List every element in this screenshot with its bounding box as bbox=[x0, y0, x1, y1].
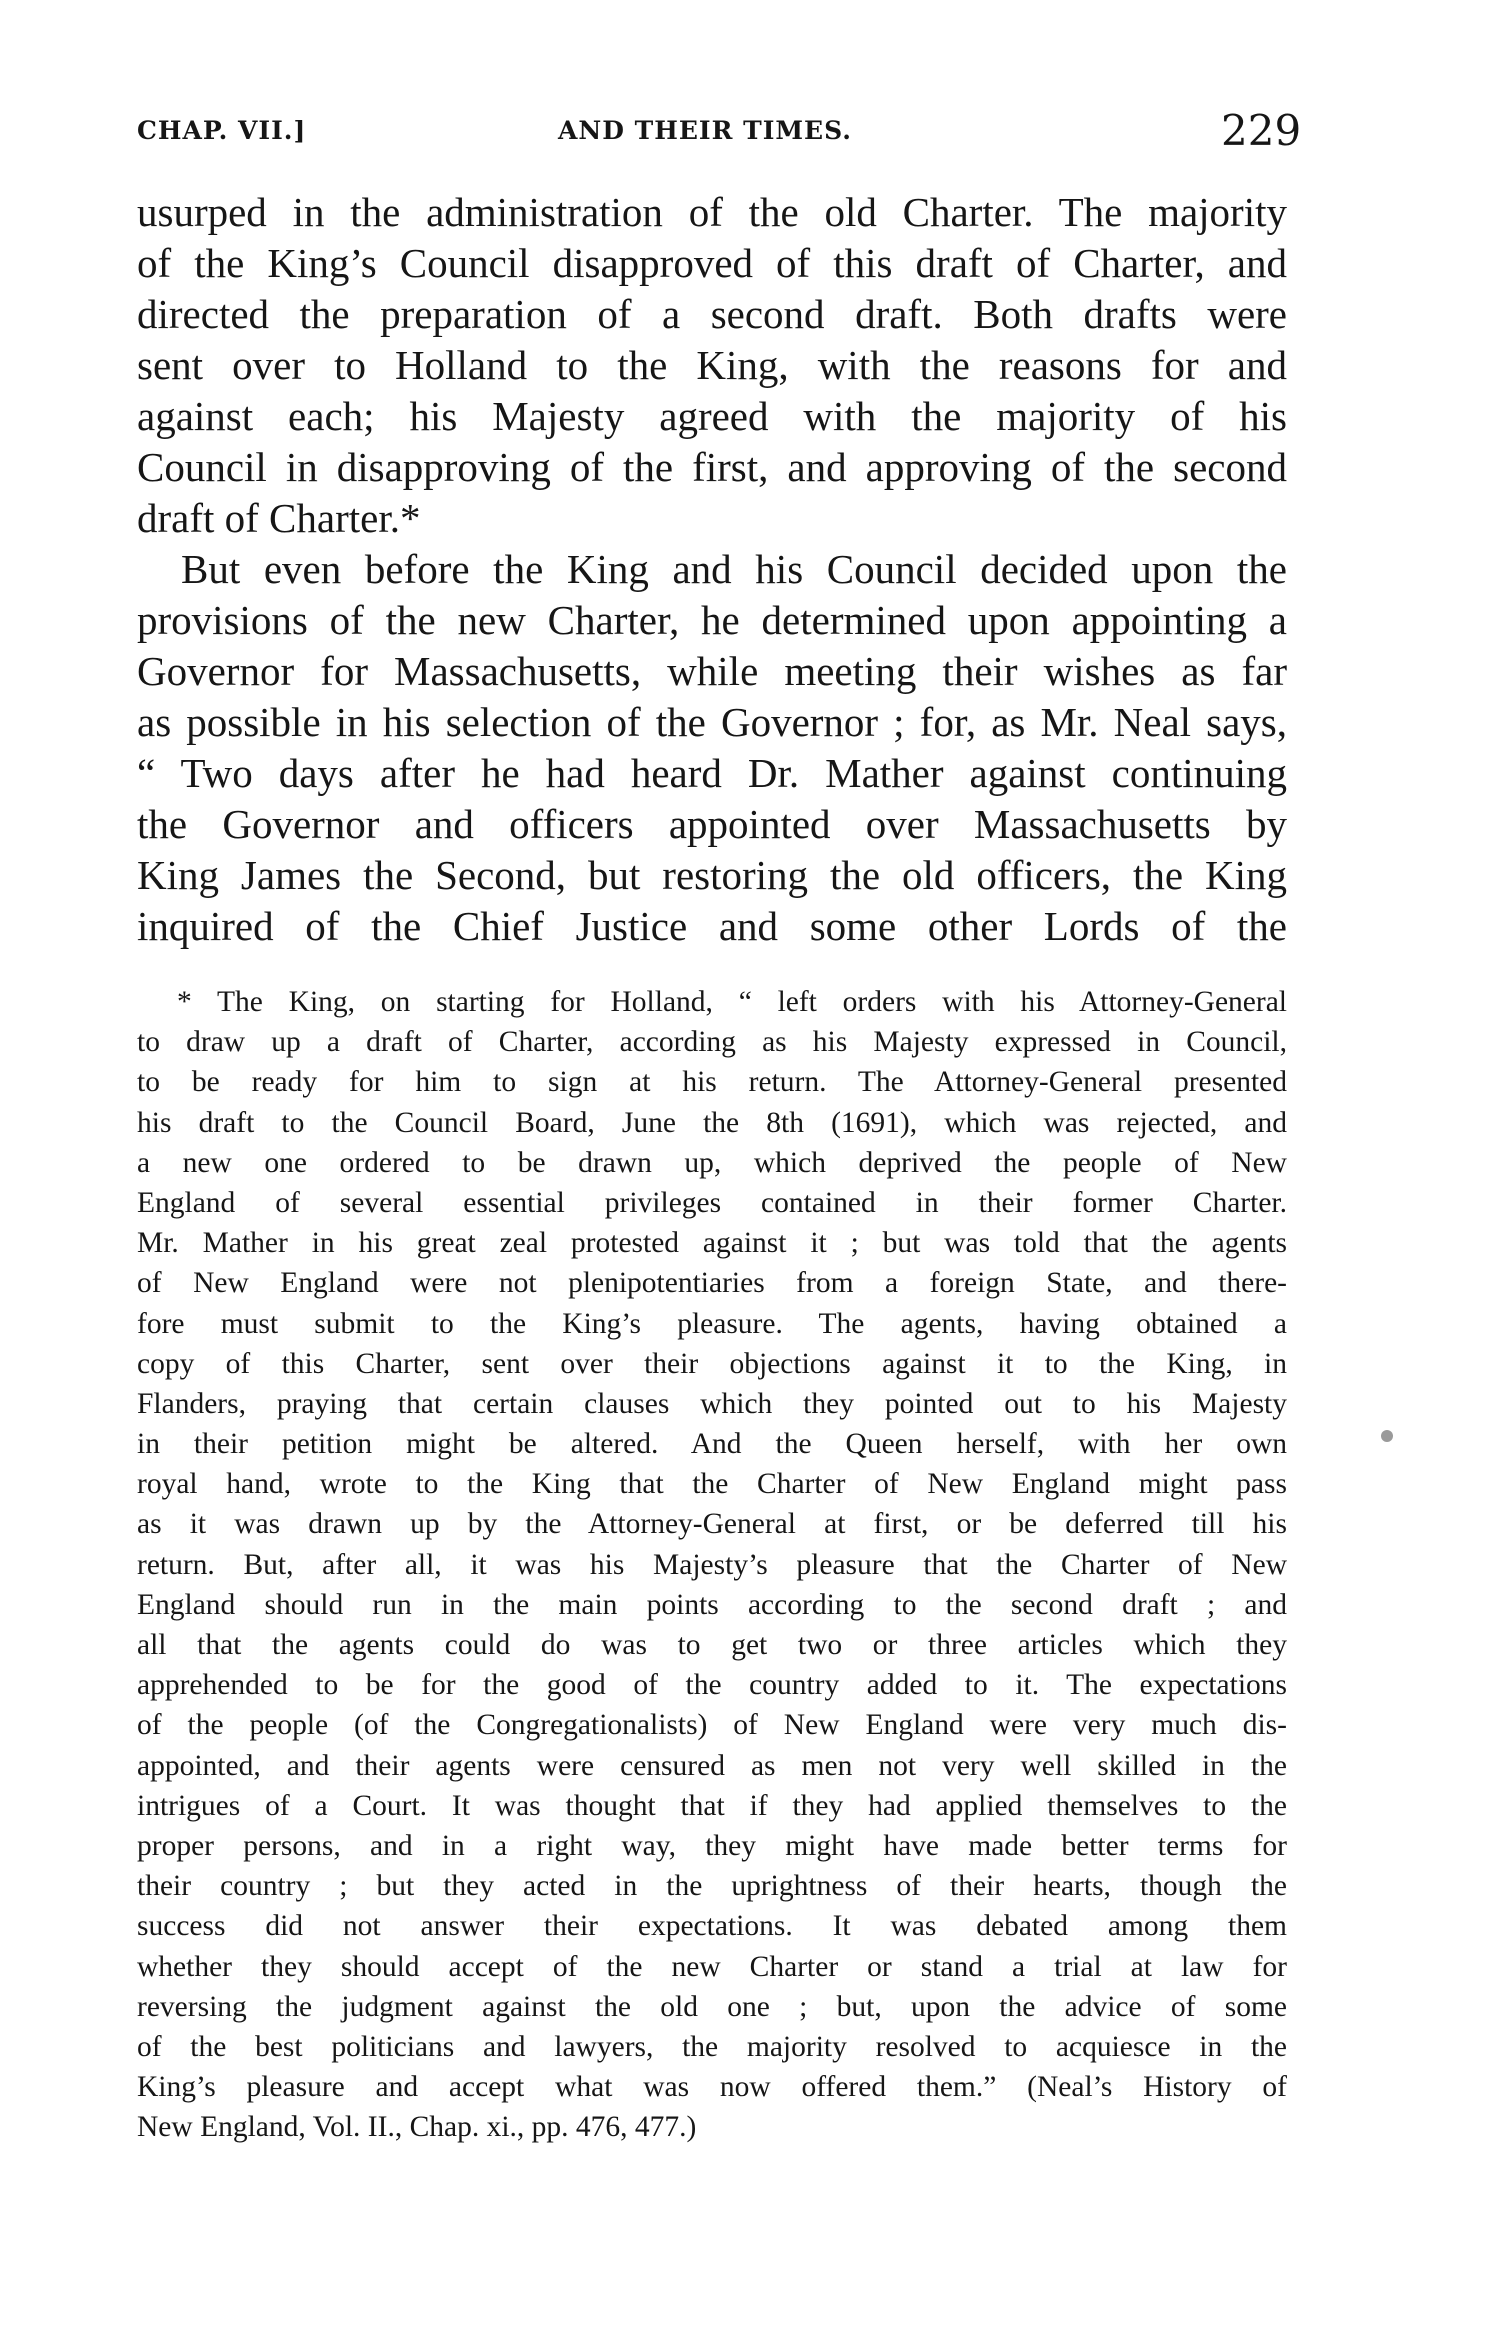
text-line: as possible in his selection of the Governor ; for, as Mr. Neal says, bbox=[137, 699, 1287, 745]
footnote-line: of the best politicians and lawyers, the majority resolved to acquiesce in the bbox=[137, 2030, 1287, 2063]
text-line: the Governor and officers appointed over Massachusetts by bbox=[137, 801, 1287, 847]
text-line: sent over to Holland to the King, with the reasons for and bbox=[137, 342, 1287, 388]
running-title: AND THEIR TIMES. bbox=[558, 116, 852, 145]
text-line: inquired of the Chief Justice and some other Lords of the bbox=[137, 903, 1287, 949]
footnote-line: as it was drawn up by the Attorney-General at first, or be deferred till his bbox=[137, 1508, 1287, 1541]
page-number: 229 bbox=[1221, 106, 1302, 155]
text-line: usurped in the administration of the old Charter. The majority bbox=[137, 189, 1287, 235]
text-line: But even before the King and his Council decided upon the bbox=[181, 546, 1287, 592]
footnote-line: their country ; but they acted in the uprightness of their hearts, though the bbox=[137, 1870, 1287, 1903]
footnote-line: reversing the judgment against the old one ; but, upon the advice of some bbox=[137, 1990, 1287, 2023]
footnote-line: intrigues of a Court. It was thought that if they had applied themselves to the bbox=[137, 1789, 1287, 1822]
footnote-line: copy of this Charter, sent over their objections against it to the King, in bbox=[137, 1347, 1287, 1380]
text-line: provisions of the new Charter, he determined upon appointing a bbox=[137, 597, 1287, 643]
text-line: draft of Charter.* bbox=[137, 495, 421, 541]
text-line: against each; his Majesty agreed with the majority of his bbox=[137, 393, 1287, 439]
footnote-line: success did not answer their expectations. It was debated among them bbox=[137, 1910, 1287, 1943]
footnote-line: his draft to the Council Board, June the 8th (1691), which was rejected, and bbox=[137, 1106, 1287, 1139]
footnote-line: appointed, and their agents were censured as men not very well skilled in the bbox=[137, 1749, 1287, 1782]
footnote-line: a new one ordered to be drawn up, which deprived the people of New bbox=[137, 1146, 1287, 1179]
footnote bbox=[137, 982, 1287, 2147]
footnote-line: fore must submit to the King’s pleasure. The agents, having obtained a bbox=[137, 1307, 1287, 1340]
footnote-line: of New England were not plenipotentiaries from a foreign State, and there- bbox=[137, 1267, 1287, 1300]
text-line: directed the preparation of a second draft. Both drafts were bbox=[137, 291, 1287, 337]
footnote-line: to draw up a draft of Charter, according as his Majesty expressed in Council, bbox=[137, 1026, 1287, 1059]
main-text bbox=[137, 187, 1287, 952]
footnote-line: whether they should accept of the new Charter or stand a trial at law for bbox=[137, 1950, 1287, 1983]
footnote-line: Flanders, praying that certain clauses which they pointed out to his Majesty bbox=[137, 1387, 1287, 1420]
footnote-line: in their petition might be altered. And the Queen herself, with her own bbox=[137, 1428, 1287, 1461]
footnote-line: return. But, after all, it was his Majesty’s pleasure that the Charter of New bbox=[137, 1548, 1287, 1581]
text-line: King James the Second, but restoring the old officers, the King bbox=[137, 852, 1287, 898]
footnote-line: royal hand, wrote to the King that the Charter of New England might pass bbox=[137, 1468, 1287, 1501]
text-line: of the King’s Council disapproved of this draft of Charter, and bbox=[137, 240, 1287, 286]
footnote-line: proper persons, and in a right way, they might have made better terms for bbox=[137, 1829, 1287, 1862]
footnote-line: of the people (of the Congregationalists) of New England were very much dis- bbox=[137, 1709, 1287, 1742]
footnote-line: New England, Vol. II., Chap. xi., pp. 476, 477.) bbox=[137, 2111, 697, 2144]
footnote-line: King’s pleasure and accept what was now offered them.” (Neal’s History of bbox=[137, 2071, 1287, 2104]
footnote-line: England should run in the main points according to the second draft ; and bbox=[137, 1588, 1287, 1621]
text-line: “ Two days after he had heard Dr. Mather against continuing bbox=[137, 750, 1287, 796]
footnote-line: all that the agents could do was to get two or three articles which they bbox=[137, 1629, 1287, 1661]
footnote-line: to be ready for him to sign at his return. The Attorney-General presented bbox=[137, 1066, 1287, 1099]
text-line: Council in disapproving of the first, and approving of the second bbox=[137, 444, 1287, 490]
ink-speck bbox=[1381, 1430, 1393, 1442]
footnote-line: Mr. Mather in his great zeal protested against it ; but was told that the agents bbox=[137, 1227, 1287, 1260]
chapter-label: CHAP. VII.] bbox=[137, 116, 307, 145]
text-line: Governor for Massachusetts, while meeting their wishes as far bbox=[137, 648, 1287, 694]
footnote-line: England of several essential privileges contained in their former Charter. bbox=[137, 1186, 1287, 1219]
footnote-line: * The King, on starting for Holland, “ left orders with his Attorney-General bbox=[177, 986, 1287, 1018]
footnote-line: apprehended to be for the good of the country added to it. The expectations bbox=[137, 1669, 1287, 1702]
